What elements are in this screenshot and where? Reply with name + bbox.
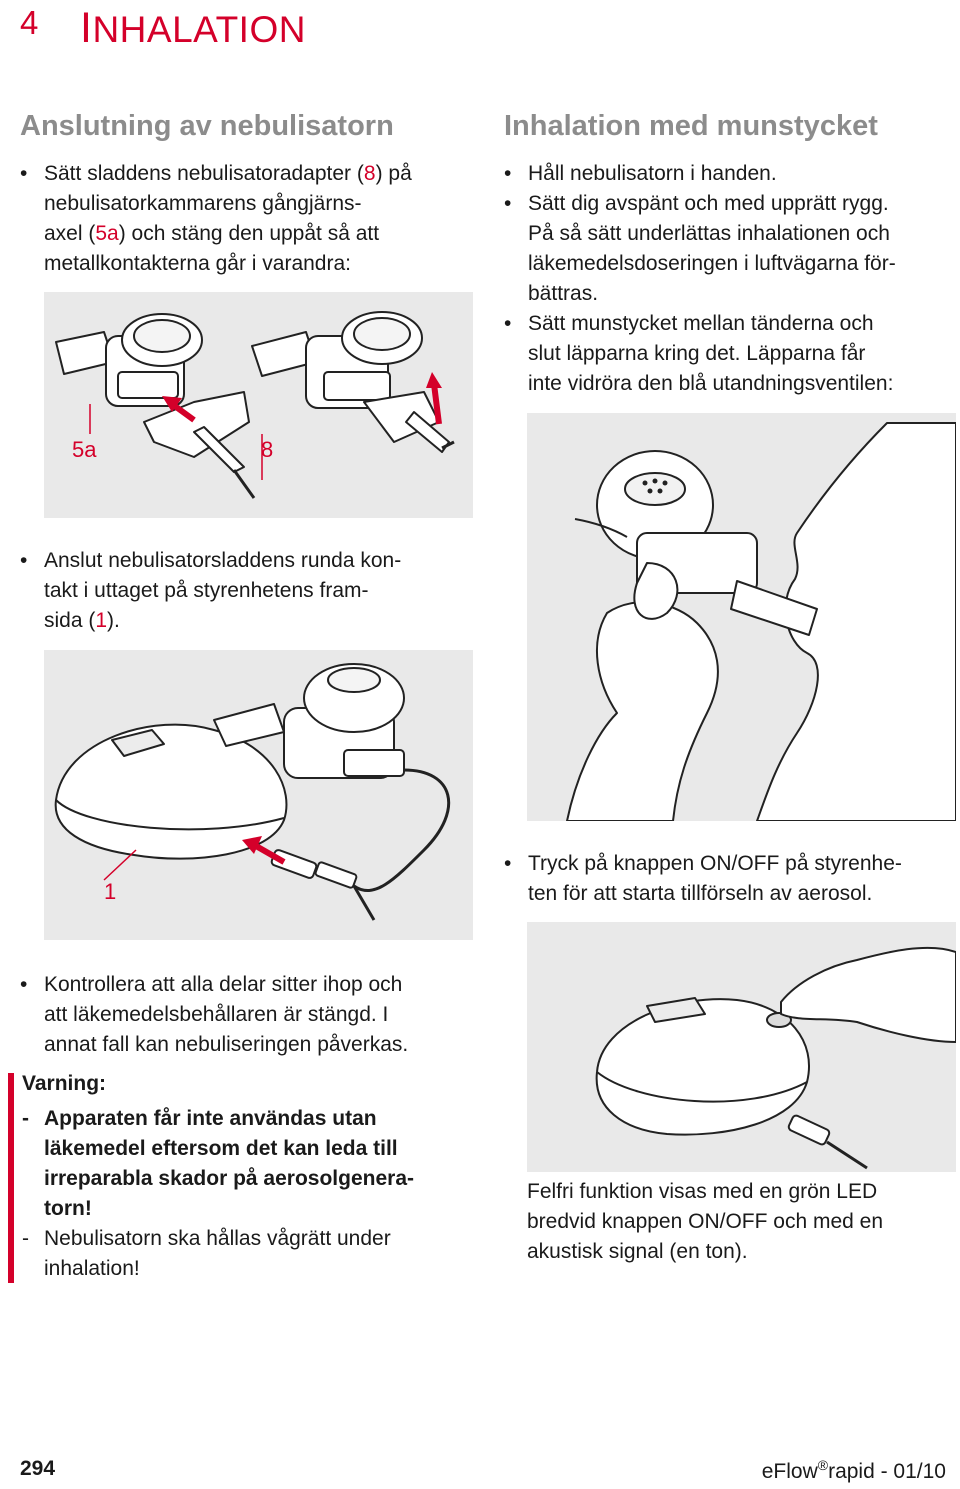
figure-adapter-connection [44, 292, 473, 518]
brand-version: rapid - 01/10 [828, 1460, 946, 1483]
bullet-line: att läkemedelsbehållaren är stängd. I [44, 1003, 389, 1026]
bullet-line: annat fall kan nebuliseringen påverkas. [44, 1033, 409, 1056]
bullet-hold-nebulizer [504, 159, 954, 189]
bullet-line: • Sätt dig avspänt och med upprätt rygg. [528, 192, 889, 215]
bullet-line: slut läpparna kring det. Läpparna får [528, 342, 866, 365]
section-heading-connection: Anslutning av nebulisatorn [20, 110, 394, 142]
onoff-bullets [504, 849, 960, 909]
text: ) på [375, 162, 412, 185]
registered-mark: ® [817, 1457, 829, 1473]
warning-bar [8, 1073, 14, 1283]
bullet-check-parts [20, 970, 480, 1060]
footer-brand [762, 1457, 946, 1484]
mouthpiece-inhalation-illustration [527, 413, 956, 821]
figure-mouthpiece-inhalation [527, 413, 956, 821]
ref-5a: 5a [95, 222, 119, 245]
warning-line: inhalation! [44, 1257, 140, 1280]
nebulizer-adapter-illustration [44, 292, 473, 518]
chapter-title-rest: NHALATION [92, 9, 306, 50]
callout-5a: 5a [72, 437, 97, 462]
warning-line: läkemedel eftersom det kan leda till [44, 1137, 398, 1160]
warning-text [22, 1104, 492, 1224]
callout-1: 1 [104, 879, 117, 904]
bullet-connect-adapter [20, 159, 480, 279]
led-note [527, 1177, 957, 1267]
note-line: Felfri funktion visas med en grön LED [527, 1180, 878, 1203]
text: ). [107, 609, 120, 632]
bullet-line [44, 606, 480, 636]
bullet-line: inte vidröra den blå utandningsventilen: [528, 372, 894, 395]
check-bullets [20, 970, 480, 1060]
callout-8: 8 [261, 437, 274, 462]
chapter-title [80, 4, 306, 53]
bullet-press-onoff [504, 849, 960, 909]
warning-item-medication [22, 1104, 492, 1224]
bullet-line: metallkontakterna går i varandra: [44, 252, 351, 275]
chapter-number: 4 [20, 4, 39, 41]
bullet-line: läkemedelsdoseringen i luftvägarna för- [528, 252, 896, 275]
bullet-line: • Kontrollera att alla delar sitter ihop och [44, 973, 403, 996]
bullet-line: • Håll nebulisatorn i handen. [528, 162, 777, 185]
figure-controller-socket [44, 650, 473, 940]
bullet-line: • Tryck på knappen ON/OFF på styrenhe- [528, 852, 902, 875]
warning-item-horizontal [22, 1224, 492, 1284]
text: ) och stäng den uppåt så att [118, 222, 380, 245]
warning-title: Varning: [22, 1072, 107, 1095]
socket-bullets [20, 546, 480, 636]
warning-line: torn! [44, 1197, 92, 1220]
warning-line: Apparaten får inte användas utan [44, 1107, 377, 1130]
bullet-connect-socket [20, 546, 480, 636]
bullet-line: På så sätt underlättas inhalationen och [528, 222, 890, 245]
warning-text [22, 1224, 492, 1284]
warning-line: Nebulisatorn ska hållas vågrätt under [44, 1227, 391, 1250]
bullet-line: nebulisatorkammarens gångjärns- [44, 192, 362, 215]
bullet-line: • Anslut nebulisatorsladdens runda kon- [44, 549, 402, 572]
page-number: 294 [20, 1457, 56, 1480]
bullet-line [44, 159, 480, 189]
bullet-line: bättras. [528, 282, 599, 305]
text: sida ( [44, 609, 96, 632]
text: Sätt sladdens nebulisatoradapter ( [44, 162, 364, 185]
bullet-line: ten för att starta tillförseln av aerosol. [528, 882, 873, 905]
bullet-mouthpiece [504, 309, 954, 399]
connection-bullets [20, 159, 480, 279]
warning-dash: - [22, 1227, 29, 1250]
figure-press-onoff [527, 922, 956, 1172]
note-line: bredvid knappen ON/OFF och med en [527, 1210, 884, 1233]
ref-8: 8 [363, 162, 376, 185]
bullet-line: takt i uttaget på styrenhetens fram- [44, 579, 369, 602]
bullet-posture [504, 189, 954, 309]
press-onoff-illustration [527, 922, 956, 1172]
warning-line: irreparabla skador på aerosolgenera- [44, 1167, 414, 1190]
brand-name: eFlow [761, 1460, 818, 1483]
bullet-line [44, 219, 480, 249]
chapter-title-initial: I [80, 4, 93, 52]
text: axel ( [44, 222, 96, 245]
warning-dash: - [22, 1107, 29, 1130]
ref-1: 1 [95, 609, 108, 632]
section-heading-inhalation: Inhalation med munstycket [504, 110, 878, 142]
bullet-line: • Sätt munstycket mellan tänderna och [528, 312, 874, 335]
inhalation-bullets [504, 159, 954, 399]
note-line: akustisk signal (en ton). [527, 1240, 748, 1263]
